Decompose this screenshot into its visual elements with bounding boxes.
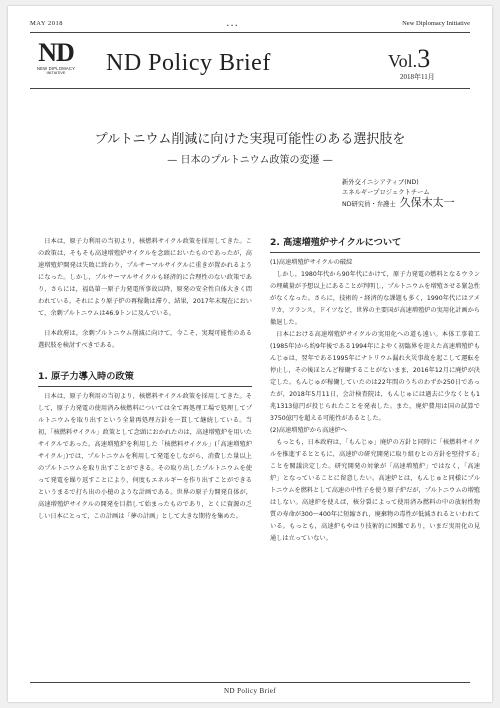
section-1-heading: 1. 原子力導入時の政策 [38,371,134,382]
nd-logo [32,40,80,76]
author-org: 新外交イニシアティブ(ND) [342,179,419,186]
logo-mark: ND [38,38,74,67]
top-header [30,17,470,29]
top-rule [30,32,470,33]
intro-paragraph: 日本政府は，余剰プルトニウム削減に向けて，今こそ，実現可能性のある選択肢を検討すべきである。 [38,330,252,349]
article-title: プルトニウム削減に向けた実現可能性のある選択肢を [94,132,406,147]
intro-paragraph: 日本は，原子力利用の当初より，核燃料サイクル政策を採用してきた。この政策は，そもそも高速増殖炉サイクルを念頭においたものであったが，高速増殖炉開発は失敗に終わり，プルサーマルサイクルに重きが置かれるようになった。しかし，プルサーマルサイクルも経済的に合理性のない政策であり，さらには，福島第一原子力発電所事故以降，原発の安全性自体大きく問われている。それにより原子炉の再稼動は滞り，結果，2017年末現在において，余剰プルトニウムは46.9トンに及んでいる。 [38,238,252,317]
footer-title: ND Policy Brief [224,687,276,695]
volume-number: 3 [417,44,431,73]
section-2-heading: 2. 高速増殖炉サイクルについて [270,237,402,248]
author-line [342,198,455,210]
organization-name: New Diplomacy Initiative [402,20,470,27]
author-role: ND研究員・弁護士 [342,201,396,208]
header-rule [30,88,470,89]
logo-line-1: NEW DIPLOMACY [36,66,76,71]
subsection-heading: (1)高速増殖炉サイクルの破綻 [270,259,353,266]
ornament-dots: ... [226,17,239,29]
section-1 [38,370,252,523]
volume-box [388,44,435,81]
document-page [8,6,492,702]
section-2-paragraph: 日本における高速増殖炉サイクルの実用化への道も遠い。本体工事着工(1985年)から約9年後である1994年によやく初臨界を迎えた高速増殖炉もんじゅは，翌年である1995年にナトリウム漏れ火災事故を起こして運転を停止し，その後ほとんど稼働することがないまま，2016年12月に廃炉が決定した。もんじゅが稼働していたのは22年間のうちのわずか250日であったが，2018年5月11日，会計検査院は，もんじゅには過去に少なくとも1兆1313億円が投じられたことを発表した。また，廃炉費用は国の試算で3750億円を超える可能性があるとした。 [270,331,480,422]
section-2-paragraph: もっとも，日本政府は，「もんじゅ」廃炉の方針と同時に「核燃料サイクルを推進するとともに，高速炉の研究開発に取り組むとの方針を堅持する」ことを閣議決定した。研究開発の対象が「高速増殖炉」ではなく，「高速炉」となっていることに留意したい。高速炉とは，もんじゅと同様にプルトニウムを燃料として高速の中性子を使う原子炉だが，プルトニウムの増殖はしない。高速炉を使えば，核分裂によって使用済み燃料の中の放射性物質の寿命が300〜400年に短縮され，廃棄物の毒性が低減されるといわれている。もっとも，高速炉もやはり技術的に困難であり，いまだ実用化の見通しは立っていない。 [270,439,480,542]
left-column [38,236,252,523]
right-column [270,236,480,545]
publication-title: ND Policy Brief [106,50,271,76]
article-subtitle: — 日本のプルトニウム政策の変遷 — [167,155,333,166]
section-rule [270,252,480,253]
section-2-paragraph: しかし，1980年代から90年代にかけて，原子力発電の燃料となるウランの埋蔵量が予想以上にあることが判明し，プルトニウムを増殖させる緊急性がなくなった。さらに，技術的・経済的な課題も多く，1990年代にはアメリカ，フランス，ドイツなど，世界の主要国が高速増殖炉の実用化計画から撤退した。 [270,271,480,326]
author-block [342,178,455,210]
volume-prefix: Vol. [388,51,418,71]
logo-line-2: INITIATIVE [46,71,66,75]
issue-month: MAY 2018 [30,20,63,27]
author-name: 久保木太一 [399,196,455,209]
author-team: エネルギープロジェクトチーム [342,189,430,196]
issue-date: 2018年11月 [400,73,435,81]
footer-rule [30,682,470,683]
section-1-paragraph: 日本は，原子力利用の当初より，核燃料サイクル政策を採用してきた。そして，原子力発電の使用済み核燃料については全て再処理工場で処理してプルトニウムを取り出すという全量再処理方針を一貫して継続している。当初，「核燃料サイクル」政策として念頭におかれたのは，高速増殖炉を用いたサイクルであった。高速増殖炉を利用した「核燃料サイクル」(「高速増殖炉サイクル」)では，プルトニウムを利用して発電をしながら，消費した量以上のプルトニウムを取り出すことができる。その取り出したプルトニウムを使って発電を繰り返すことにより，何度もエネルギーを作り出すことができるというまるで打ち出の小槌のような計画である。世界の原子力開発自体が，高速増殖炉サイクルの開発を目指して始まったものであり，とくに資源の乏しい日本にとって，この計画は「夢の計画」として大きな期待を集めた。 [38,393,252,520]
subsection-heading: (2)高速増殖炉から高速炉へ [270,427,347,434]
section-rule [38,386,252,387]
